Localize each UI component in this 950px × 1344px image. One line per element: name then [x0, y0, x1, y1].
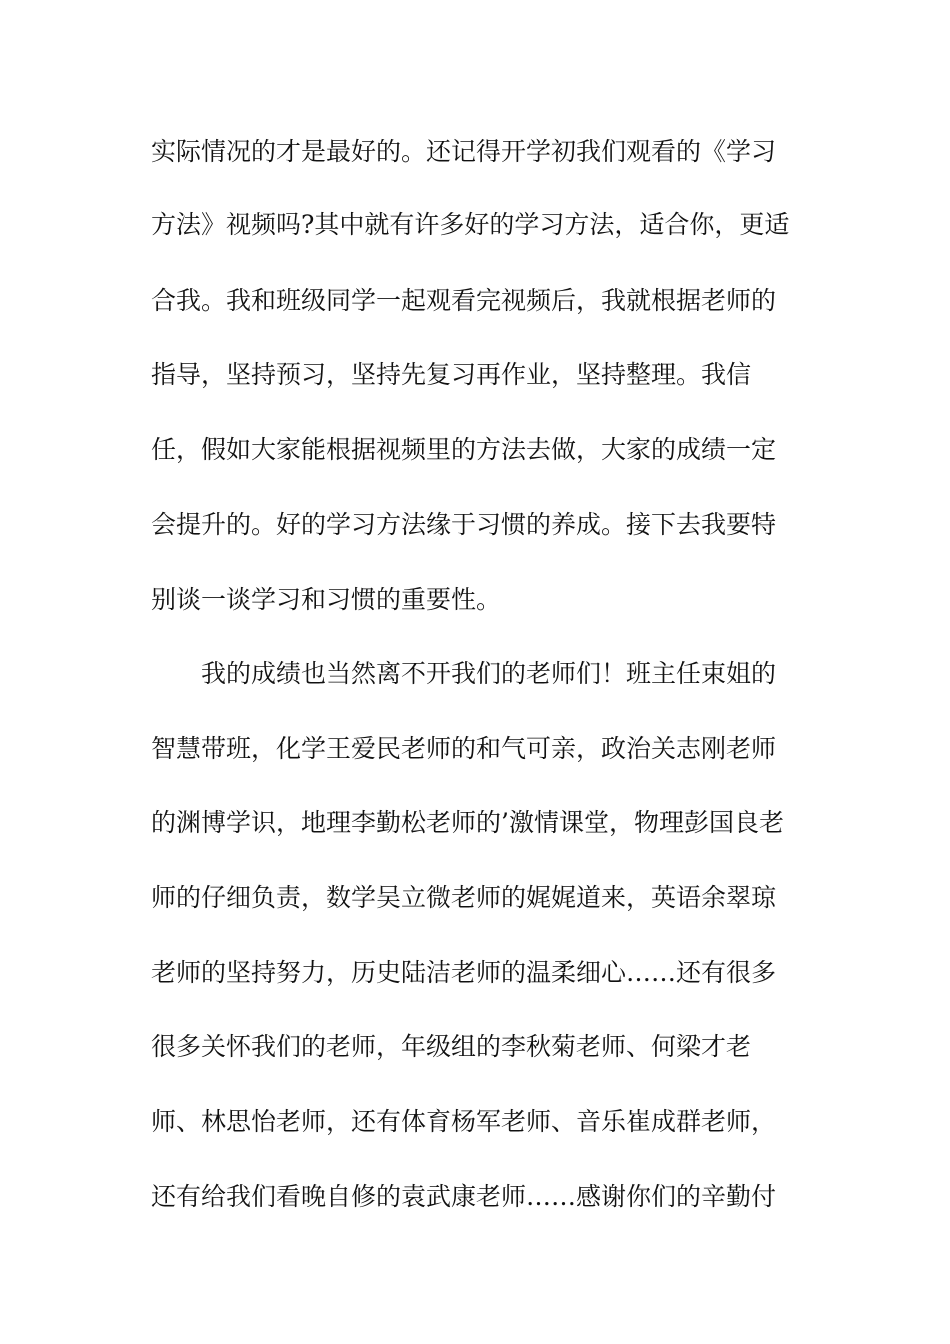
- text-line: 方法》视频吗?其中就有许多好的学习方法，适合你，更适: [151, 210, 790, 239]
- text-line: 实际情况的才是最好的。还记得开学初我们观看的《学习: [151, 137, 777, 166]
- text-line: 师的仔细负责，数学吴立微老师的娓娓道来，英语余翠琼: [151, 883, 777, 912]
- text-line: 的渊博学识，地理李勤松老师的’激情课堂，物理彭国良老: [151, 808, 784, 837]
- text-line: 师、林思怡老师，还有体育杨军老师、音乐崔成群老师，: [151, 1107, 777, 1136]
- text-line: 任，假如大家能根据视频里的方法去做，大家的成绩一定: [151, 435, 777, 464]
- text-line: 合我。我和班级同学一起观看完视频后，我就根据老师的: [151, 286, 777, 315]
- text-line: 很多关怀我们的老师，年级组的李秋菊老师、何梁才老: [151, 1032, 752, 1061]
- text-line: 智慧带班，化学王爱民老师的和气可亲，政治关志刚老师: [151, 734, 777, 763]
- text-line: 还有给我们看晚自修的袁武康老师……感谢你们的辛勤付: [151, 1182, 777, 1211]
- text-line: 指导，坚持预习，坚持先复习再作业，坚持整理。我信: [151, 360, 752, 389]
- paragraph-first-line: 我的成绩也当然离不开我们的老师们！班主任束姐的: [201, 659, 777, 688]
- text-line: 老师的坚持努力，历史陆洁老师的温柔细心……还有很多: [151, 958, 777, 987]
- text-line: 别谈一谈学习和习惯的重要性。: [151, 585, 502, 614]
- text-line: 会提升的。好的学习方法缘于习惯的养成。接下去我要特: [151, 510, 777, 539]
